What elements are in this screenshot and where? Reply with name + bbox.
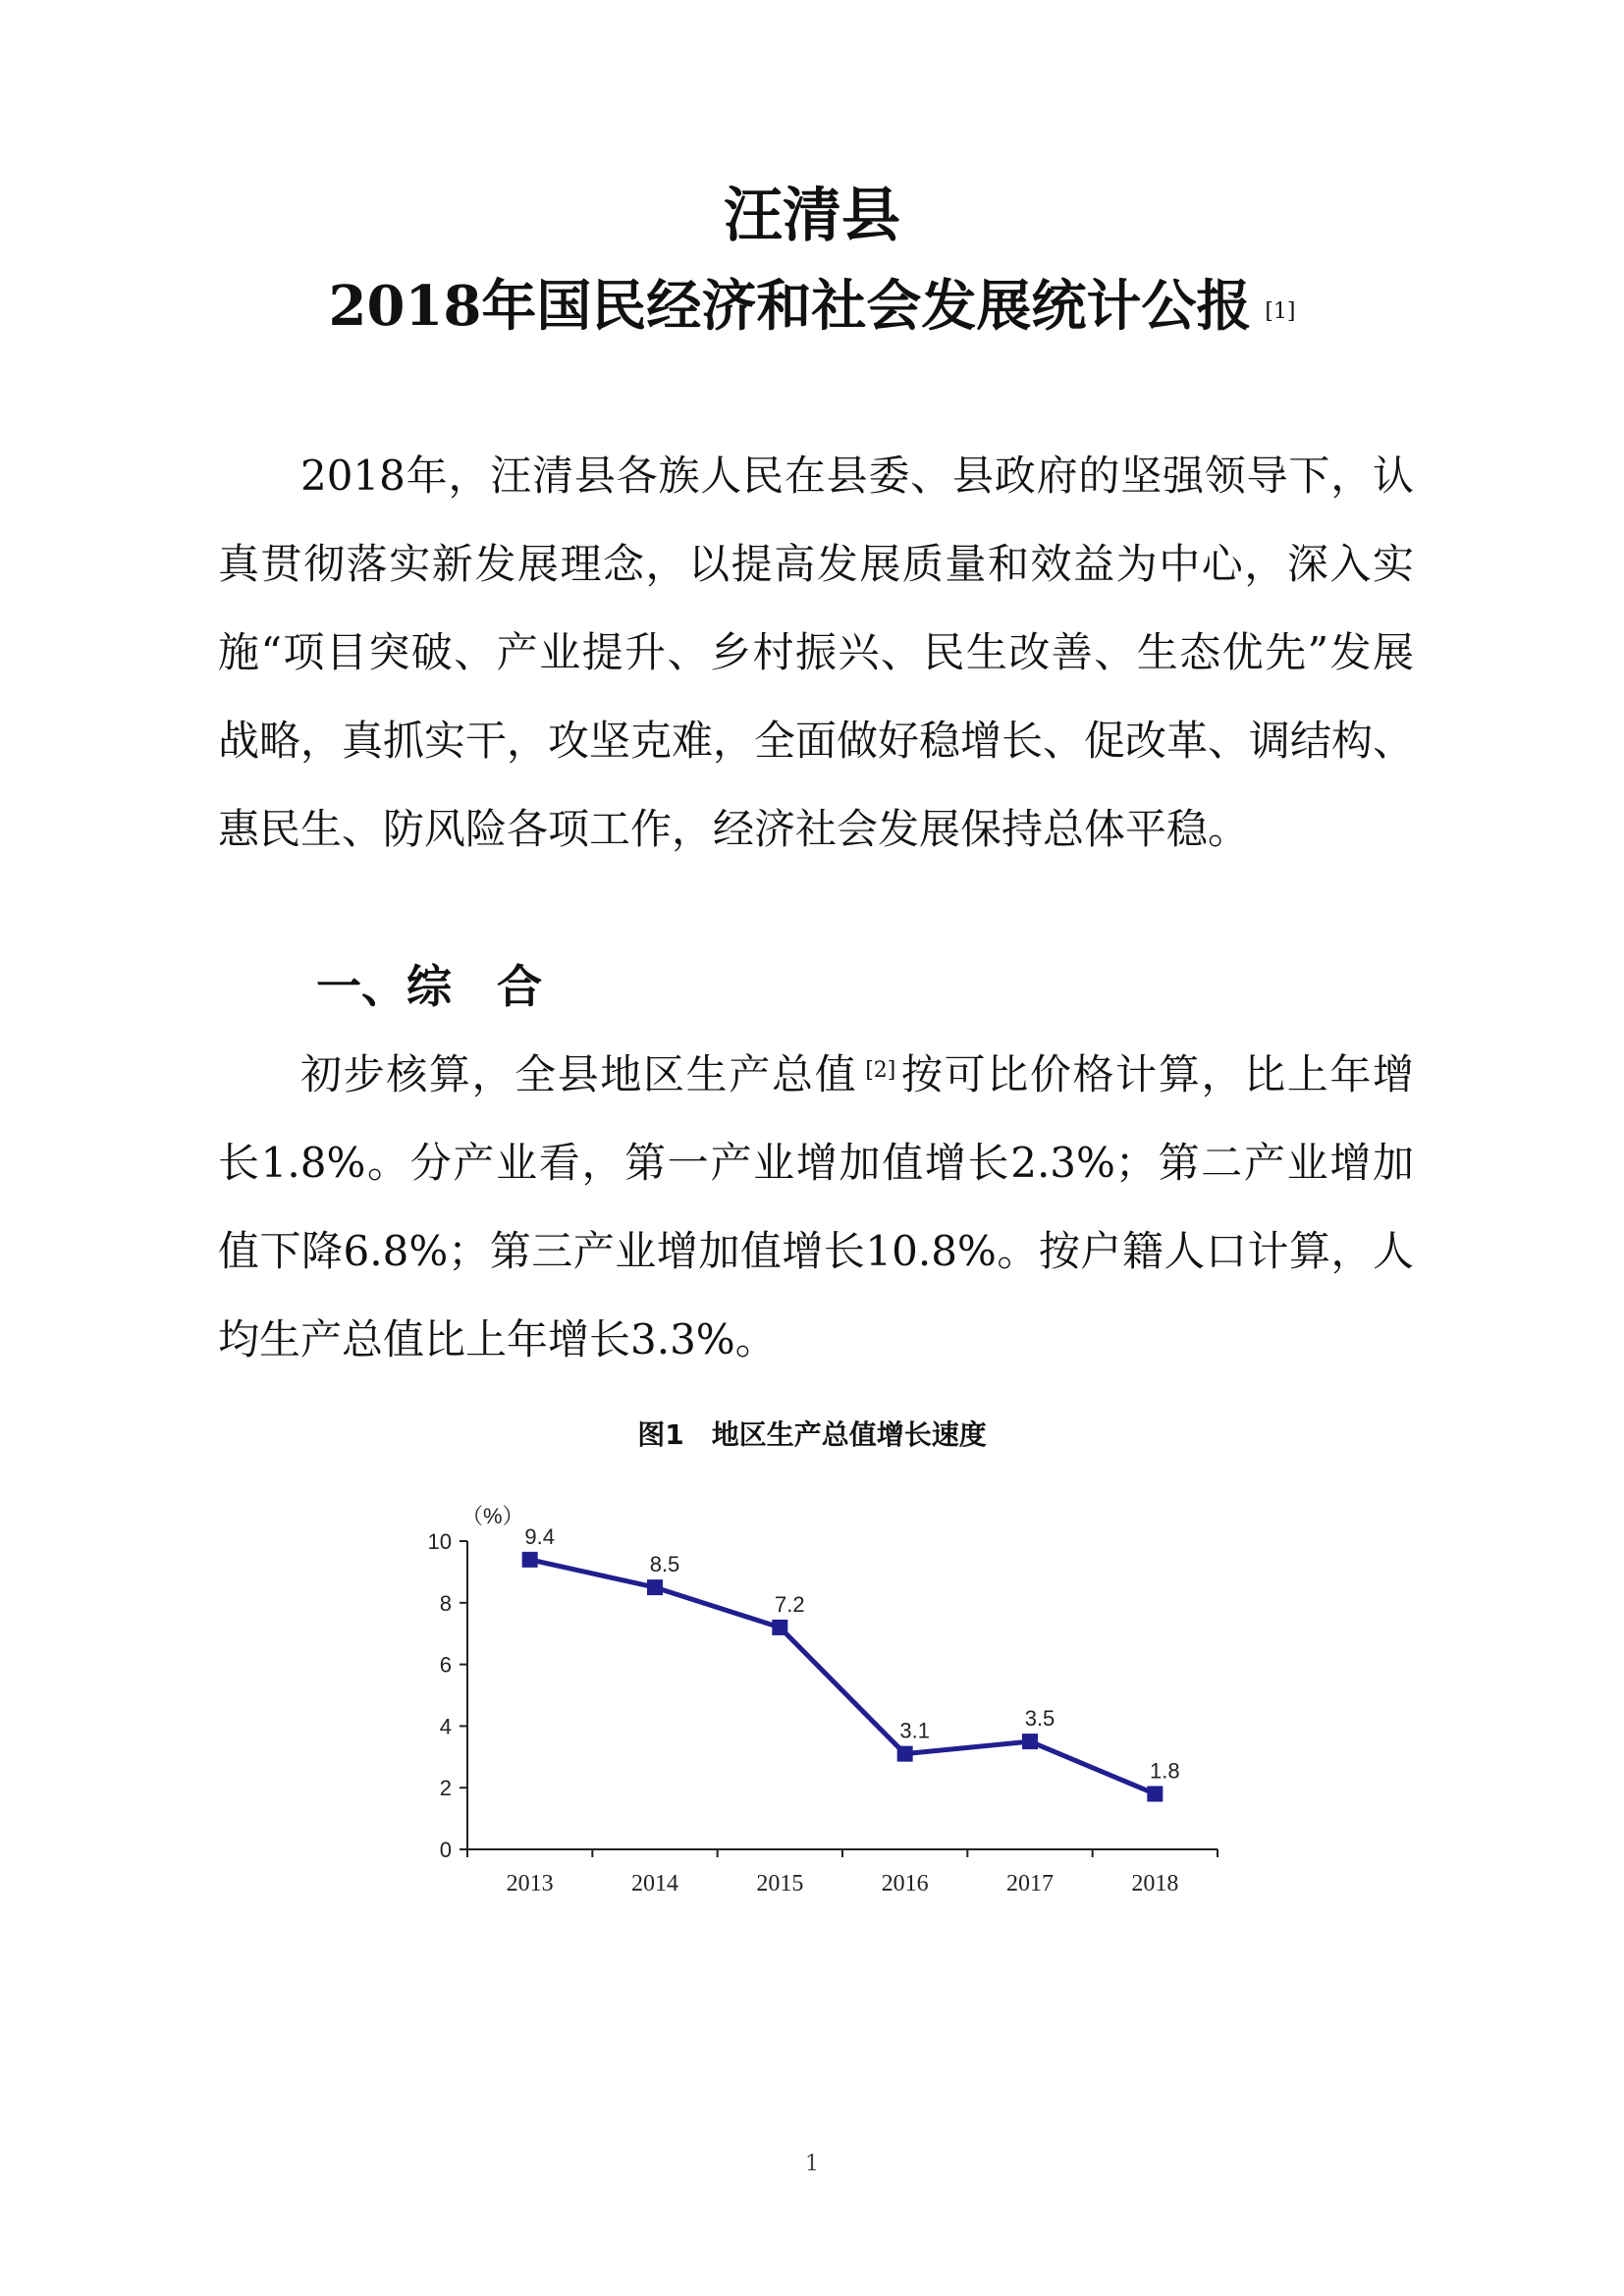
data-label: 3.1 <box>899 1718 930 1743</box>
footnote-ref-2: [2] <box>865 1058 896 1083</box>
y-tick-label: 6 <box>439 1652 452 1678</box>
data-label: 9.4 <box>524 1523 555 1549</box>
y-tick-label: 4 <box>439 1714 452 1739</box>
figure-title: 图1 地区生产总值增长速度 <box>637 1418 987 1451</box>
intro-paragraph: 2018年，汪清县各族人民在县委、县政府的坚强领导下，认真贯彻落实新发展理念，以提高发展质量和效益为中心，深入实施“项目突破、产业提升、乡村振兴、民生改善、生态优先”发展战略，真抓实干，攻坚克难，全面做好稳增长、促改革、调结构、惠民生、防风险各项工作，经济社会发展保持总体平稳。 <box>218 452 1415 853</box>
x-tick-label: 2016 <box>881 1871 929 1896</box>
data-label: 3.5 <box>1024 1706 1056 1732</box>
gdp-paragraph <box>218 1031 1414 1384</box>
series-line <box>530 1560 1156 1794</box>
y-tick-label: 0 <box>439 1838 452 1862</box>
data-point-marker <box>1022 1734 1038 1749</box>
data-point-marker <box>772 1620 787 1635</box>
y-tick-label: 8 <box>439 1590 452 1616</box>
y-tick-label: 2 <box>439 1776 452 1801</box>
gdp-growth-chart <box>393 1492 1237 1944</box>
data-point-marker <box>522 1552 538 1568</box>
data-point-marker <box>1147 1786 1163 1801</box>
x-tick-label: 2017 <box>1006 1871 1054 1896</box>
document-title: 汪清县 <box>724 182 900 250</box>
gdp-paragraph-text-2: 按可比价格计算，比上年增长1.8%。分产业看，第一产业增加值增长2.3%；第二产业增加值下降6.8%；第三产业增加值增长10.8%。按户籍人口计算，人均生产总值比上年增长3.3%。 <box>218 1050 1414 1363</box>
document-subtitle <box>0 267 1624 346</box>
subtitle-text: 2018年国民经济和社会发展统计公报 <box>328 274 1252 339</box>
data-point-marker <box>897 1746 913 1762</box>
data-label: 1.8 <box>1150 1758 1180 1784</box>
x-tick-label: 2014 <box>631 1871 678 1896</box>
section-heading-general: 一、综 合 <box>316 960 542 1013</box>
x-tick-label: 2015 <box>756 1871 804 1896</box>
x-tick-label: 2018 <box>1131 1871 1179 1896</box>
page-number: 1 <box>805 2152 819 2176</box>
y-tick-label: 10 <box>427 1529 452 1554</box>
data-label: 7.2 <box>775 1591 805 1617</box>
x-tick-label: 2013 <box>506 1871 554 1896</box>
data-label: 8.5 <box>649 1552 680 1577</box>
footnote-ref-1: [1] <box>1265 299 1296 324</box>
data-point-marker <box>647 1579 663 1595</box>
y-axis-label: （%） <box>461 1504 524 1528</box>
gdp-paragraph-text-1: 初步核算，全县地区生产总值 <box>300 1050 858 1098</box>
